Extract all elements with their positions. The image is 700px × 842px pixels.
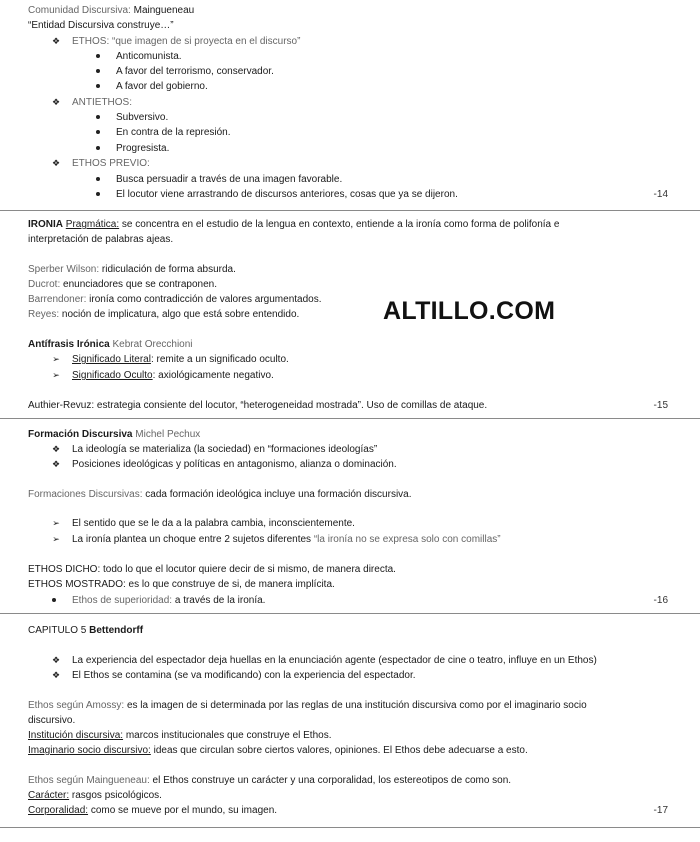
bullet-dot-icon [96,115,100,119]
ironia-choque-text: La ironía plantea un choque entre 2 sujetos diferentes [72,534,314,545]
line-amossy [28,699,587,712]
line-formacion [28,428,200,441]
diamond-bullet-icon: ❖ [51,36,61,46]
line-capitulo [28,624,143,637]
author-barrendoner: Barrendoner: [28,294,87,305]
page-divider [0,613,700,614]
ironia-quote: “la ironía no se expresa solo con comillas” [313,534,501,545]
list-item [72,533,501,546]
list-item: La ideología se materializa (la sociedad) en “formaciones ideologías” [72,444,378,455]
heading-ironia: IRONIA [28,219,63,230]
line-caracter [28,789,162,802]
line-ethos-mostrado: ETHOS MOSTRADO: es lo que construye de si, de manera implícita. [28,579,335,590]
amossy-text-cont: discursivo. [28,715,76,726]
line-corporalidad [28,804,277,817]
line-antifrasis [28,338,193,351]
author-sperber: Sperber Wilson: [28,264,100,275]
ironia-text: se concentra en el estudio de la lengua en contexto, entiende a la ironía como forma de polifonía e [119,219,560,230]
watermark-altillo: ALTILLO.COM [383,297,556,325]
list-item: El locutor viene arrastrando de discursos anteriores, cosas que ya se dijeron. [116,189,458,200]
formaciones-text: cada formación ideológica incluye una formación discursiva. [142,489,412,500]
amossy-text: es la imagen de si determinada por las reglas de una institución discursiva como por el imaginario socio [124,700,587,711]
author-pechux: Michel Pechux [132,429,201,440]
label-comunidad: Comunidad Discursiva: [28,5,134,16]
bullet-dot-icon [96,54,100,58]
diamond-bullet-icon: ❖ [51,158,61,168]
arrow-bullet-icon: ➢ [52,354,60,364]
list-item: Posiciones ideológicas y políticas en antagonismo, alianza o dominación. [72,459,397,470]
page-number: -15 [653,400,668,411]
term-imaginario: Imaginario socio discursivo: [28,745,151,756]
ethos-previo-heading: ETHOS PREVIO: [72,158,150,169]
line-ethos-dicho: ETHOS DICHO: todo lo que el locutor quiere decir de si mismo, de manera directa. [28,564,396,575]
sig-literal-text: : remite a un significado oculto. [150,354,289,365]
line-imaginario [28,744,528,757]
line-ducrot [28,278,217,291]
sig-oculto-text: : axiológicamente negativo. [152,370,274,381]
page-number: -14 [653,189,668,200]
diamond-bullet-icon: ❖ [51,670,61,680]
author-maingueneau: Maingueneau [133,5,195,16]
line-reyes [28,308,299,321]
corporalidad-text: como se mueve por el mundo, su imagen. [88,805,278,816]
term-pragmatica: Pragmática: [65,219,120,230]
line-formaciones [28,488,412,501]
ducrot-text: enunciadores que se contraponen. [60,279,218,290]
sperber-text: ridiculación de forma absurda. [99,264,236,275]
bullet-dot-icon [96,177,100,181]
page-number: -17 [653,805,668,816]
page-divider [0,210,700,211]
term-institucion: Institución discursiva: [28,730,124,741]
line-sig-literal [72,353,289,366]
line-maingueneau [28,774,511,787]
diamond-bullet-icon: ❖ [51,444,61,454]
reyes-text: noción de implicatura, algo que está sobre entendido. [59,309,300,320]
quote-entidad: “Entidad Discursiva construye…” [28,20,174,31]
heading-formacion: Formación Discursiva [28,429,133,440]
diamond-bullet-icon: ❖ [51,459,61,469]
maingueneau-text: el Ethos construye un carácter y una corporalidad, los estereotipos de como son. [149,775,512,786]
term-caracter: Carácter: [28,790,70,801]
diamond-bullet-icon: ❖ [51,655,61,665]
list-item: Subversivo. [116,112,169,123]
bullet-dot-icon [52,598,56,602]
list-item: El sentido que se le da a la palabra cambia, inconscientemente. [72,518,355,529]
list-item: El Ethos se contamina (se va modificando) con la experiencia del espectador. [72,670,416,681]
term-corporalidad: Corporalidad: [28,805,89,816]
arrow-bullet-icon: ➢ [52,534,60,544]
term-significado-literal: Significado Literal [72,354,151,365]
caracter-text: rasgos psicológicos. [69,790,162,801]
term-significado-oculto: Significado Oculto [72,370,153,381]
line-barrendoner [28,293,322,306]
author-bettendorff: Bettendorff [89,625,144,636]
diamond-bullet-icon: ❖ [51,97,61,107]
line-authier: Authier-Revuz: estrategia consiente del locutor, “heterogeneidad mostrada”. Uso de comillas de ataque. [28,400,488,411]
term-maingueneau: Ethos según Maingueneau: [28,775,150,786]
line-sig-oculto [72,369,274,382]
line-superioridad [72,594,265,607]
bullet-dot-icon [96,192,100,196]
ethos-heading: ETHOS: “que imagen de si proyecta en el discurso” [72,36,301,47]
term-formaciones: Formaciones Discursivas: [28,489,143,500]
term-amossy: Ethos según Amossy: [28,700,125,711]
arrow-bullet-icon: ➢ [52,518,60,528]
list-item: La experiencia del espectador deja huellas en la enunciación agente (espectador de cine o teatro, influye en un Ethos) [72,655,597,666]
page-divider [0,827,700,828]
list-item: A favor del terrorismo, conservador. [116,66,274,77]
institucion-text: marcos institucionales que construye el Ethos. [123,730,332,741]
term-superioridad: Ethos de superioridad: [72,595,173,606]
page-number: -16 [653,595,668,606]
line-ironia [28,218,559,231]
list-item: Anticomunista. [116,51,182,62]
bullet-dot-icon [96,69,100,73]
heading-capitulo: CAPITULO 5 [28,625,90,636]
line-institucion [28,729,331,742]
imaginario-text: ideas que circulan sobre ciertos valores, opiniones. El Ethos debe adecuarse a esto. [150,745,528,756]
superioridad-text: a través de la ironía. [172,595,266,606]
line-comunidad [28,4,194,17]
barrendoner-text: ironía como contradicción de valores argumentados. [86,294,322,305]
author-reyes: Reyes: [28,309,60,320]
line-sperber [28,263,236,276]
list-item: Busca persuadir a través de una imagen favorable. [116,174,343,185]
bullet-dot-icon [96,146,100,150]
ironia-text-cont: interpretación de palabras ajeas. [28,234,174,245]
list-item: En contra de la represión. [116,127,231,138]
list-item: Progresista. [116,143,170,154]
author-ducrot: Ducrot: [28,279,61,290]
antiethos-heading: ANTIETHOS: [72,97,133,108]
author-kebrat: Kebrat Orecchioni [109,339,193,350]
arrow-bullet-icon: ➢ [52,370,60,380]
bullet-dot-icon [96,130,100,134]
page-divider [0,418,700,419]
list-item: A favor del gobierno. [116,81,208,92]
bullet-dot-icon [96,84,100,88]
heading-antifrasis: Antífrasis Irónica [28,339,110,350]
